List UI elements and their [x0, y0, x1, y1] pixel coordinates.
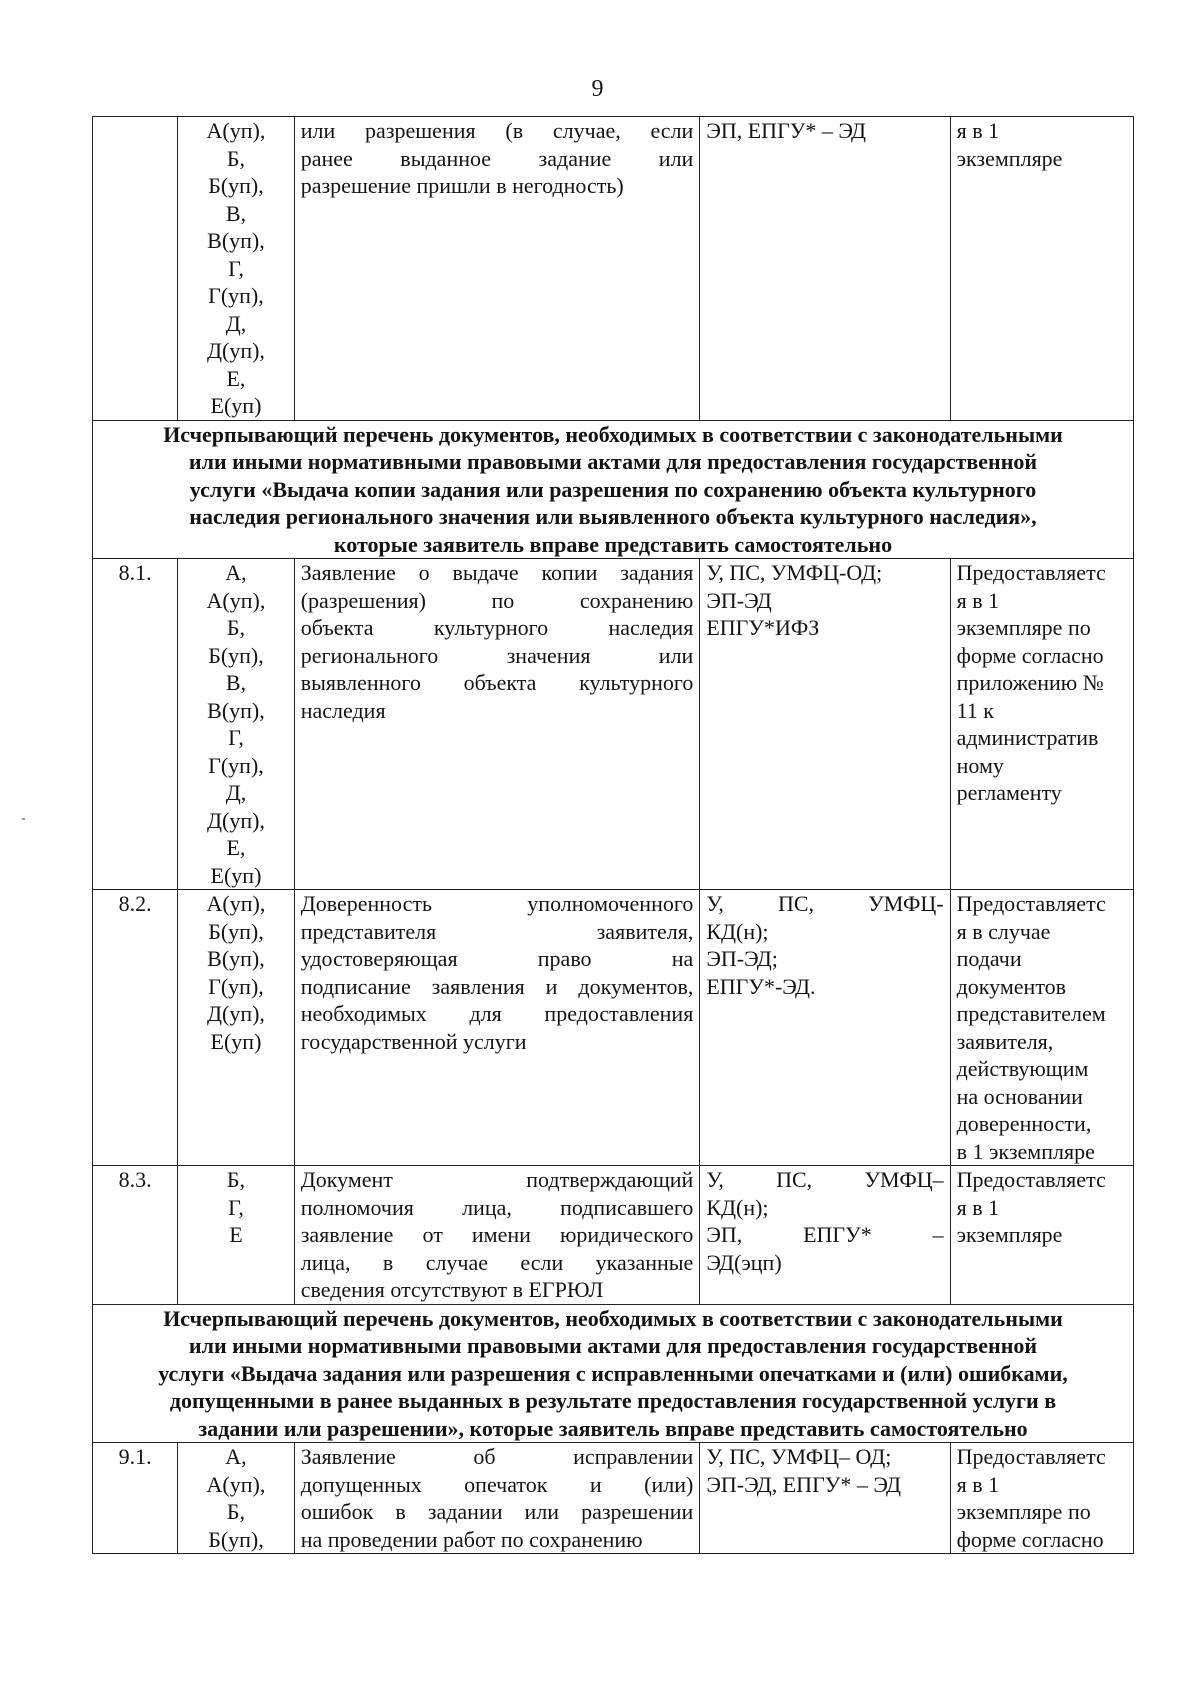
cell-line: ному — [956, 752, 1004, 778]
cell-line: на основании — [956, 1083, 1083, 1109]
cell-line: Д(уп), — [207, 807, 265, 833]
cell-line: Предоставляетс — [956, 560, 1106, 585]
item-number: 9.1. — [93, 1443, 178, 1554]
document-description — [294, 1443, 700, 1554]
cell-line: ЭП-ЭД — [706, 587, 772, 613]
cell-line: Е(уп) — [210, 393, 262, 418]
cell-line: Б(уп), — [208, 173, 264, 198]
cell-line: действующим — [956, 1056, 1089, 1081]
cell-line: Заявление о выдаче копии задания — [300, 560, 694, 585]
cell-line: ранее выданное задание или — [300, 145, 694, 171]
cell-line: А(уп), — [206, 1471, 266, 1497]
cell-line: 11 к — [956, 697, 994, 723]
submission-method — [700, 559, 950, 890]
cell-line: Е — [229, 1222, 243, 1247]
page-number: 9 — [591, 76, 604, 102]
cell-line: наследия — [300, 697, 386, 723]
table-row — [93, 1443, 1134, 1554]
cell-line: В, — [225, 200, 247, 226]
cell-line: Е(уп) — [210, 1028, 262, 1054]
submission-method — [700, 1443, 950, 1554]
cell-line: подписание заявления и документов, — [300, 973, 694, 999]
cell-line: разрешение пришли в негодность) — [300, 173, 624, 198]
cell-line: А(уп), — [206, 891, 266, 916]
cell-line: А(уп), — [206, 587, 266, 613]
applicant-categories — [178, 559, 295, 890]
cell-line: в 1 экземпляре — [956, 1138, 1095, 1164]
cell-line: Предоставляетс — [956, 1444, 1106, 1469]
cell-line: лица, в случае если указанные — [300, 1249, 694, 1275]
cell-line: я в 1 — [956, 587, 1000, 613]
cell-line: Г, — [228, 255, 244, 281]
cell-line: Д(уп), — [207, 338, 265, 363]
cell-line: У, ПС, УМФЦ-ОД; — [706, 560, 883, 585]
cell-line: Документ подтверждающий — [300, 1167, 694, 1192]
cell-line: Г(уп), — [208, 283, 264, 308]
cell-line: я в 1 — [956, 1194, 1000, 1220]
item-number: 8.3. — [93, 1166, 178, 1305]
cell-line: У, ПС, УМФЦ– ОД; — [706, 1444, 892, 1469]
cell-line: заявление от имени юридического — [300, 1222, 694, 1247]
cell-line: допущенными в ранее выданных в результате предоставления государственной услуги в — [169, 1388, 1057, 1413]
cell-line: ошибок в задании или разрешении — [300, 1499, 694, 1524]
applicant-categories — [178, 1443, 295, 1554]
cell-line: Е(уп) — [210, 862, 262, 888]
cell-line: экземпляре по — [956, 615, 1091, 640]
cell-line: наследия регионального значения или выявленного объекта культурного наследия», — [189, 504, 1037, 529]
cell-line: Е, — [226, 365, 246, 391]
cell-line: Предоставляетс — [956, 1167, 1106, 1192]
section-header — [93, 1304, 1134, 1443]
applicant-categories — [178, 890, 295, 1166]
cell-line: или иными нормативными правовыми актами для предоставления государственной — [188, 449, 1038, 474]
document-note — [950, 890, 1133, 1166]
cell-line: Исчерпывающий перечень документов, необходимых в соответствии с законодательными — [163, 1305, 1063, 1331]
table-row — [93, 890, 1134, 1166]
table-row — [93, 1166, 1134, 1305]
cell-line: или разрешения (в случае, если — [300, 118, 694, 143]
scan-artifact — [22, 818, 25, 820]
cell-line: Г(уп), — [208, 752, 264, 778]
item-number: 8.1. — [93, 559, 178, 890]
cell-line: А(уп), — [206, 118, 266, 143]
cell-line: или иными нормативными правовыми актами для предоставления государственной — [188, 1333, 1038, 1358]
cell-line: Заявление об исправлении — [300, 1444, 694, 1469]
cell-line: ЭП, ЕПГУ* – — [706, 1222, 944, 1247]
document-note — [950, 559, 1133, 890]
document-description — [294, 559, 700, 890]
cell-line: которые заявитель вправе представить самостоятельно — [333, 531, 893, 557]
cell-line: форме согласно — [956, 642, 1104, 668]
item-number: 8.2. — [93, 890, 178, 1166]
cell-line: Д, — [225, 310, 247, 336]
cell-line: Г, — [228, 1194, 244, 1220]
cell-line: я в 1 — [956, 118, 1000, 143]
section-header-row — [93, 420, 1134, 559]
submission-method — [700, 1166, 950, 1305]
cell-line: сведения отсутствуют в ЕГРЮЛ — [300, 1277, 604, 1302]
cell-line: Г, — [228, 725, 244, 750]
document-description — [294, 1166, 700, 1305]
cell-line: объекта культурного наследия — [300, 615, 694, 640]
cell-line: Г(уп), — [208, 973, 264, 999]
applicant-categories — [178, 117, 295, 421]
cell-line: выявленного объекта культурного — [300, 670, 694, 695]
cell-line: Б, — [226, 615, 246, 640]
cell-line: Предоставляетс — [956, 891, 1106, 916]
cell-line: форме согласно — [956, 1526, 1104, 1552]
cell-line: заявителя, — [956, 1028, 1054, 1054]
submission-method — [700, 890, 950, 1166]
cell-line: КД(н); — [706, 1194, 769, 1220]
cell-line: Б, — [226, 1167, 246, 1192]
cell-line: В, — [225, 670, 247, 695]
section-header-row — [93, 1304, 1134, 1443]
cell-line: Б, — [226, 145, 246, 171]
cell-line: А, — [225, 560, 247, 585]
cell-line: подачи — [956, 946, 1022, 971]
cell-line: ЭД(эцп) — [706, 1249, 782, 1275]
section-header — [93, 420, 1134, 559]
cell-line: Б(уп), — [208, 1526, 264, 1552]
cell-line: государственной услуги — [300, 1028, 527, 1054]
cell-line: административ — [956, 725, 1099, 750]
cell-line: ЕПГУ*ИФЗ — [706, 615, 820, 640]
cell-line: задании или разрешении», которые заявитель вправе представить самостоятельно — [198, 1415, 1028, 1441]
cell-line: В(уп), — [207, 697, 265, 723]
cell-line: документов — [956, 973, 1067, 999]
cell-line: допущенных опечаток и (или) — [300, 1471, 694, 1497]
cell-line: (разрешения) по сохранению — [300, 587, 694, 613]
item-number — [93, 117, 178, 421]
cell-line: регламенту — [956, 780, 1062, 805]
document-description — [294, 890, 700, 1166]
cell-line: Б(уп), — [208, 918, 264, 944]
cell-line: Д(уп), — [207, 1001, 265, 1026]
cell-line: А, — [225, 1444, 247, 1469]
cell-line: я в случае — [956, 918, 1051, 944]
document-note — [950, 1443, 1133, 1554]
cell-line: Исчерпывающий перечень документов, необходимых в соответствии с законодательными — [163, 421, 1063, 447]
cell-line: экземпляре по — [956, 1499, 1091, 1524]
table-row — [93, 559, 1134, 890]
cell-line: Е, — [226, 835, 246, 860]
document-note — [950, 1166, 1133, 1305]
cell-line: представителем — [956, 1001, 1106, 1026]
cell-line: приложению № — [956, 670, 1104, 695]
cell-line: У, ПС, УМФЦ- — [706, 891, 944, 916]
cell-line: услуги «Выдача задания или разрешения с исправленными опечатками и (или) ошибками, — [158, 1360, 1068, 1386]
submission-method — [700, 117, 950, 421]
cell-line: ЭП, ЕПГУ* – ЭД — [706, 118, 867, 143]
cell-line: услуги «Выдача копии задания или разрешения по сохранению объекта культурного — [189, 476, 1037, 502]
cell-line: экземпляре — [956, 1222, 1063, 1247]
cell-line: полномочия лица, подписавшего — [300, 1194, 694, 1220]
cell-line: В(уп), — [207, 228, 265, 253]
table-row — [93, 117, 1134, 421]
document-note — [950, 117, 1133, 421]
applicant-categories — [178, 1166, 295, 1305]
cell-line: Д, — [225, 780, 247, 805]
cell-line: Доверенность уполномоченного — [300, 891, 694, 916]
cell-line: ЭП-ЭД, ЕПГУ* – ЭД — [706, 1471, 902, 1497]
cell-line: на проведении работ по сохранению — [300, 1526, 643, 1552]
cell-line: Б(уп), — [208, 642, 264, 668]
cell-line: В(уп), — [207, 946, 265, 971]
cell-line: экземпляре — [956, 145, 1063, 171]
cell-line: КД(н); — [706, 918, 769, 944]
cell-line: доверенности, — [956, 1111, 1092, 1136]
cell-line: представителя заявителя, — [300, 918, 694, 944]
cell-line: ЕПГУ*-ЭД. — [706, 973, 816, 999]
cell-line: я в 1 — [956, 1471, 1000, 1497]
cell-line: У, ПС, УМФЦ– — [706, 1167, 944, 1192]
cell-line: удостоверяющая право на — [300, 946, 694, 971]
cell-line: Б, — [226, 1499, 246, 1524]
cell-line: необходимых для предоставления — [300, 1001, 694, 1026]
document-description — [294, 117, 700, 421]
cell-line: регионального значения или — [300, 642, 694, 668]
documents-table — [92, 116, 1134, 1554]
cell-line: ЭП-ЭД; — [706, 946, 778, 971]
